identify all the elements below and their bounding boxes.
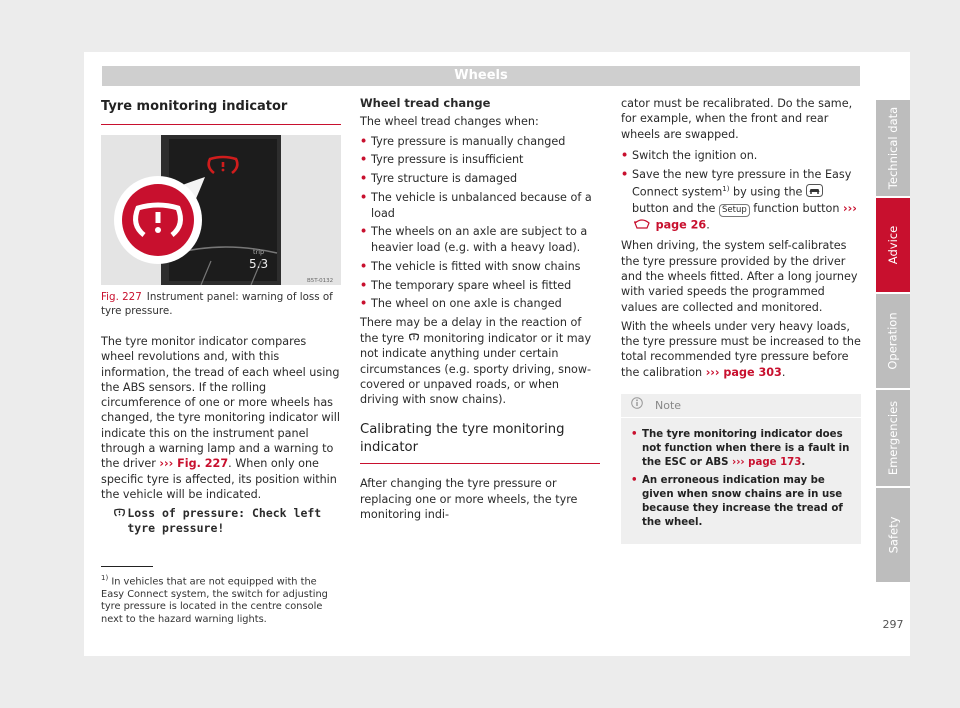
list-item: • An erroneous indication may be given when snow chains are in use because they increase the tread of the wheel.: [631, 474, 853, 530]
note-label: Note: [655, 398, 682, 412]
heavy-text-end: .: [781, 365, 786, 379]
list-item: • The vehicle is fitted with snow chains: [360, 259, 600, 274]
trip-label: trip: [253, 248, 265, 256]
tab-operation[interactable]: [876, 294, 910, 388]
instrument-panel-illustration: [101, 135, 341, 285]
driving-paragraph: When driving, the system self-calibrates the tyre pressure provided by the driver and the wheels fitted. After a long journey with varied speeds the programmed values are collected and monitored.: [621, 239, 858, 314]
calibration-heading: Calibrating the tyre monitoring indicator: [360, 421, 600, 464]
section-title: Tyre monitoring indicator: [101, 96, 341, 125]
info-icon: [631, 397, 643, 413]
delay-paragraph: [360, 315, 600, 407]
tab-label: Operation: [886, 312, 901, 370]
note-text-end: .: [801, 457, 806, 469]
figure-227: [101, 135, 341, 285]
calibration-continued: cator must be recalibrated. Do the same, for example, when the front and rear wheels are swapped.: [621, 97, 853, 141]
intro-text-b: . When only one specific tyre is affected, its position within the vehicle will be indicated.: [101, 457, 337, 501]
tab-safety[interactable]: [876, 488, 910, 582]
page-number: 297: [882, 618, 904, 631]
heavy-load-paragraph: [621, 319, 861, 380]
trip-value: 5.3: [249, 257, 269, 271]
warning-text: Loss of pressure: Check left tyre pressure!: [127, 506, 322, 536]
step-text-a: Save the new tyre pressure in the Easy Connect system: [632, 167, 852, 199]
tab-emergencies[interactable]: [876, 390, 910, 486]
fig-227-link[interactable]: ››› Fig. 227: [159, 457, 229, 471]
footnote-number: 1): [101, 574, 109, 582]
column-3: [621, 96, 861, 544]
list-item: • The temporary spare wheel is fitted: [360, 278, 600, 293]
step-text-d: function button: [749, 202, 844, 216]
easy-connect-icon: [632, 217, 652, 234]
list-item: • The wheels on an axle are subject to a heavier load (e.g. with a heavy load).: [360, 224, 600, 255]
heavy-text: With the wheels under very heavy loads, the tyre pressure must be increased to the total recommended tyre pressure before the calibration: [621, 319, 861, 379]
step-text-end: .: [706, 219, 710, 233]
footnote-mark: 1): [722, 185, 730, 194]
list-item: [621, 167, 861, 235]
setup-button-icon: Setup: [719, 204, 750, 217]
note-header: [621, 394, 861, 418]
tread-intro: The wheel tread changes when:: [360, 115, 539, 129]
footnote: [101, 572, 341, 626]
list-item: • The wheel on one axle is changed: [360, 296, 600, 311]
arrow-ref: ›››: [843, 202, 857, 216]
tyre-pressure-icon: [113, 506, 127, 536]
step-text-c: button and the: [632, 202, 719, 216]
list-item: • Tyre pressure is insufficient: [360, 152, 600, 167]
note-text-a: The tyre monitoring indicator does not function when there is a fault in the ESC or ABS: [642, 429, 850, 469]
step-text-b: by using the: [729, 185, 806, 199]
tyre-pressure-icon: [408, 331, 420, 346]
chapter-header: Wheels: [102, 66, 860, 86]
page-173-link[interactable]: ››› page 173: [732, 457, 802, 469]
list-item: • Tyre pressure is manually changed: [360, 134, 600, 149]
column-2: [360, 96, 600, 526]
intro-text-a: The tyre monitor indicator compares wheel revolutions and, with this information, the tread of each wheel using the ABS sensors. If the rolling circumference of one or more wheels has changed, the tyre monitoring indicator will indicate this on the instrument panel through a warning lamp and a warning to the driver: [101, 335, 341, 471]
figure-number: Fig. 227: [101, 291, 142, 303]
list-item: [631, 428, 853, 470]
footnote-text: In vehicles that are not equipped with the Easy Connect system, the switch for adjusting tyre pressure is located in the centre console next to the hazard warning lights.: [101, 576, 328, 625]
page-26-link[interactable]: page 26: [655, 219, 707, 233]
delay-text-b: monitoring indicator or it may not indicate anything under certain circumstances (e.g. sporty driving, snow-covered or unpaved roads, or when driving with snow chains).: [360, 331, 592, 407]
column-1: [101, 96, 341, 536]
note-body: [621, 418, 861, 544]
figure-caption-text: Instrument panel: warning of loss of tyre pressure.: [101, 291, 333, 317]
calibration-intro: After changing the tyre pressure or replacing one or more wheels, the tyre monitoring indi-: [360, 477, 578, 522]
footnote-rule: [101, 566, 153, 567]
tab-label: Emergencies: [886, 400, 901, 476]
figure-caption: [101, 291, 341, 318]
calibration-steps: [621, 148, 861, 235]
tab-advice[interactable]: [876, 198, 910, 292]
tab-technical-data[interactable]: [876, 100, 910, 196]
note-list: [631, 428, 853, 530]
tab-label: Technical data: [886, 106, 900, 190]
list-item: • Switch the ignition on.: [621, 148, 861, 163]
figure-code: B5T-0132: [307, 278, 334, 284]
car-button-icon: [806, 184, 823, 201]
list-item: • The vehicle is unbalanced because of a load: [360, 190, 600, 221]
intro-paragraph: [101, 334, 341, 502]
tab-label: Safety: [886, 516, 901, 554]
delay-text-a: There may be a delay in the reaction of the tyre: [360, 316, 582, 345]
page-303-link[interactable]: ››› page 303: [705, 365, 782, 379]
note-box: [621, 394, 861, 544]
tab-label: Advice: [886, 225, 900, 265]
list-item: • Tyre structure is damaged: [360, 171, 600, 186]
warning-message: [101, 506, 341, 536]
subheading-wheel-tread: Wheel tread change: [360, 96, 491, 110]
tread-bullet-list: [360, 134, 600, 312]
